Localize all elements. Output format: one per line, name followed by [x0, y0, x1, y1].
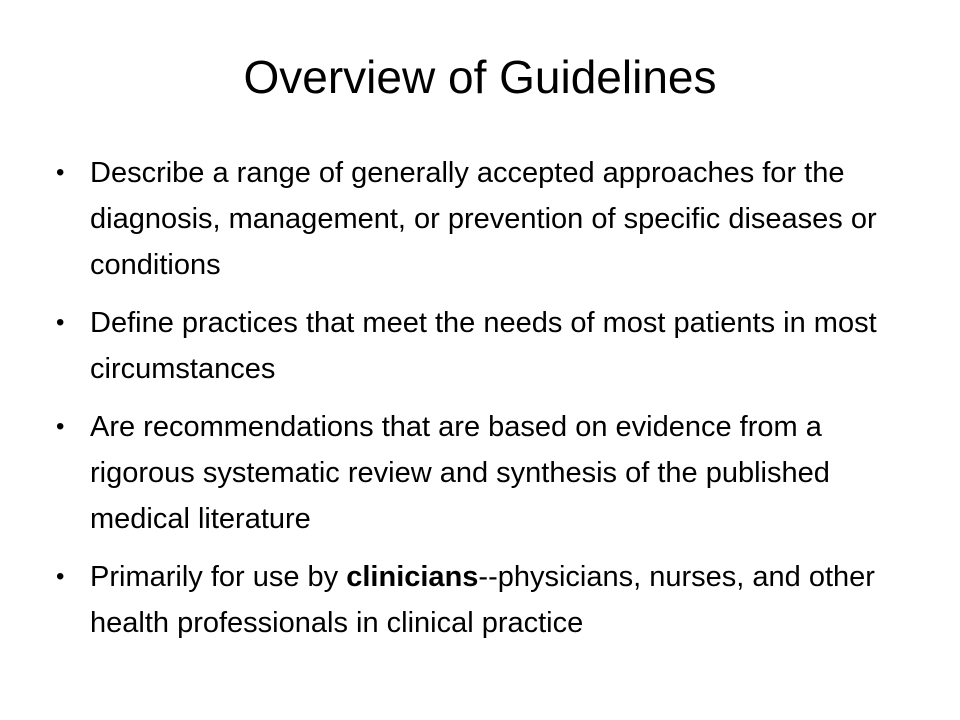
bullet-dot-icon: • [56, 159, 65, 186]
bullet-dot-icon: • [56, 309, 65, 336]
bullet-text: Are recommendations that are based on evidence from a rigorous systematic review and synthesis of the published medical literature [90, 411, 830, 535]
bullet-item [52, 404, 912, 542]
bullet-text: Define practices that meet the needs of most patients in most circumstances [90, 307, 877, 385]
bullet-text-emphasis: clinicians [346, 561, 479, 593]
bullet-text-lead: Primarily for use by [90, 561, 347, 593]
bullet-text: Describe a range of generally accepted approaches for the diagnosis, management, or prevention of specific diseases or conditions [90, 157, 877, 281]
bullet-list [52, 150, 912, 658]
bullet-dot-icon: • [56, 413, 65, 440]
bullet-item [52, 150, 912, 288]
slide-title: Overview of Guidelines [243, 51, 717, 103]
bullet-item [52, 300, 912, 392]
bullet-text-tail: --physicians, nurses, and other health professionals in clinical practice [90, 561, 875, 639]
bullet-dot-icon: • [56, 563, 65, 590]
bullet-item [52, 554, 912, 646]
